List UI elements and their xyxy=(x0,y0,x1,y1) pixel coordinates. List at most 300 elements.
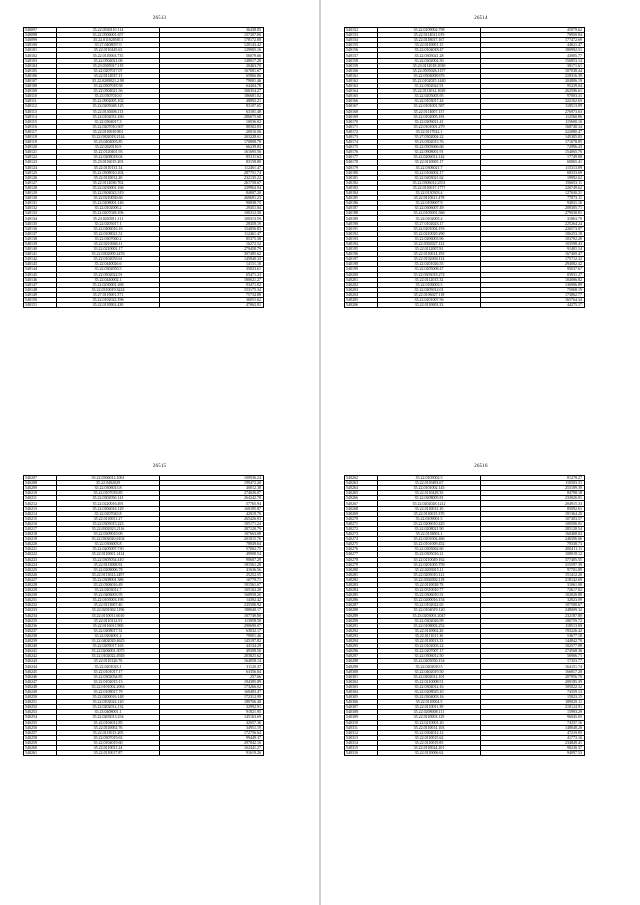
row-id-cell: 540190 xyxy=(345,221,378,226)
code-cell: 35.22.0101001.279 xyxy=(378,124,481,129)
value-cell: 115313.09 xyxy=(481,165,585,170)
row-id-cell: 540229 xyxy=(24,588,57,593)
row-id-cell: 540123 xyxy=(24,160,57,165)
code-cell: 35.22.0309010.09 xyxy=(57,532,160,537)
value-cell: 60065.41 xyxy=(481,160,585,165)
value-cell: 107663.08 xyxy=(160,532,264,537)
row-id-cell: 540144 xyxy=(24,267,57,272)
row-id-cell: 540298 xyxy=(345,659,378,664)
code-cell: 35.22.0202010.5 xyxy=(378,664,481,669)
value-cell: 156653.11 xyxy=(481,180,585,185)
value-cell: 106759.72 xyxy=(481,618,585,623)
row-id-cell: 540170 xyxy=(345,119,378,124)
value-cell: 49308.56 xyxy=(160,649,264,654)
value-cell: 103702.28 xyxy=(481,236,585,241)
code-cell: 35.22.0305021.28 xyxy=(378,53,481,58)
value-cell: 287751.74 xyxy=(160,170,264,175)
row-id-cell: 540129 xyxy=(24,191,57,196)
value-cell: 189029.11 xyxy=(481,700,585,705)
code-cell: 35.22.0504021.56 xyxy=(57,89,160,94)
code-cell: 35.22.0208017.31 xyxy=(57,628,160,633)
value-cell: 94031.16 xyxy=(481,201,585,206)
code-cell: 35.23.0307010.0 xyxy=(57,94,160,99)
row-id-cell: 540098 xyxy=(24,33,57,38)
value-cell: 47219.05 xyxy=(481,730,585,735)
code-cell: 35.22.0102033.61 xyxy=(57,257,160,262)
code-cell: 35.22.0207043.8 xyxy=(57,511,160,516)
row-id-cell: 540187 xyxy=(345,206,378,211)
code-cell: 35.22.0310010.77 xyxy=(378,588,481,593)
code-cell: 35.22.0120401.93 xyxy=(57,150,160,155)
row-id-cell: 540145 xyxy=(24,272,57,277)
value-cell: 96045.05 xyxy=(481,715,585,720)
code-cell: 35.22.0302026.99 xyxy=(378,618,481,623)
row-id-cell: 540241 xyxy=(24,649,57,654)
value-cell: 248009.32 xyxy=(481,608,585,613)
row-id-cell: 540201 xyxy=(345,277,378,282)
row-id-cell: 540104 xyxy=(24,63,57,68)
code-cell: 35.22.0406016.16 xyxy=(57,226,160,231)
row-id-cell: 540143 xyxy=(24,262,57,267)
value-cell: 77073.11 xyxy=(481,196,585,201)
value-cell: 145305.83 xyxy=(481,134,585,139)
code-cell: 35.22.0102025.1440 xyxy=(378,78,481,83)
code-cell: 35.22.0102022.65 xyxy=(378,603,481,608)
row-id-cell: 540304 xyxy=(345,689,378,694)
row-id-cell: 540237 xyxy=(24,628,57,633)
value-cell: 93471.02 xyxy=(160,282,264,287)
value-cell: 162441.27 xyxy=(160,745,264,750)
row-id-cell: 540165 xyxy=(345,94,378,99)
value-cell: 100312.58 xyxy=(160,211,264,216)
code-cell: 35.22.0220016.491 xyxy=(57,501,160,506)
value-cell: 47062.81 xyxy=(160,303,264,308)
code-cell: 35.23.0203011.111 xyxy=(57,216,160,221)
code-cell: 35.22.0102022.196 xyxy=(57,297,160,302)
value-cell: 315597.39 xyxy=(481,562,585,567)
row-id-cell: 540102 xyxy=(24,53,57,58)
code-cell: 35.22.0302027.112 xyxy=(378,241,481,246)
row-id-cell: 540303 xyxy=(345,684,378,689)
code-cell: 35.22.0110011.39 xyxy=(378,705,481,710)
code-cell: 35.22.0114007.137 xyxy=(378,109,481,114)
row-id-cell: 540109 xyxy=(24,89,57,94)
code-cell: 35.22.0202028.1212 xyxy=(378,501,481,506)
row-id-cell: 540306 xyxy=(345,700,378,705)
row-id-cell: 540205 xyxy=(345,297,378,302)
value-cell: 72996.43 xyxy=(481,145,585,150)
value-cell: 194385.89 xyxy=(160,679,264,684)
code-cell: 35.22.0102015.13 xyxy=(57,679,160,684)
row-id-cell: 540262 xyxy=(345,476,378,481)
row-id-cell: 540254 xyxy=(24,715,57,720)
row-id-cell: 540115 xyxy=(24,119,57,124)
value-cell: 75068.19 xyxy=(481,287,585,292)
code-cell: 35.22.0108002.252 xyxy=(378,623,481,628)
value-cell: 232187.80 xyxy=(481,613,585,618)
value-cell: 307485.62 xyxy=(160,252,264,257)
code-cell: 35.22.0206012.142 xyxy=(378,155,481,160)
code-cell: 35.22.0110001.15 xyxy=(378,43,481,48)
value-cell: 204915.33 xyxy=(481,501,585,506)
row-id-cell: 540307 xyxy=(345,705,378,710)
value-cell: 65866.86 xyxy=(160,73,264,78)
value-cell: 166354.27 xyxy=(160,89,264,94)
code-cell: 35.22.0110024.201 xyxy=(378,745,481,750)
code-cell: 35.22.0306012.2551 xyxy=(378,180,481,185)
row-id-cell: 540287 xyxy=(345,603,378,608)
code-cell: 35.22.0104018.47 xyxy=(378,48,481,53)
row-id-cell: 540224 xyxy=(24,562,57,567)
code-cell: 35.22.0208021.90 xyxy=(378,526,481,531)
value-cell: 40012.38 xyxy=(160,486,264,491)
value-cell: 129905.16 xyxy=(160,48,264,53)
code-cell: 35.22.0304023.319 xyxy=(57,191,160,196)
row-id-cell: 540193 xyxy=(345,236,378,241)
row-id-cell: 540279 xyxy=(345,562,378,567)
row-id-cell: 540121 xyxy=(24,150,57,155)
row-id-cell: 540251 xyxy=(24,700,57,705)
value-cell: 160185.87 xyxy=(160,506,264,511)
code-cell: 35.22.0205017.165 xyxy=(57,644,160,649)
code-cell: 35.22.0420116.9 xyxy=(57,145,160,150)
row-id-cell: 540135 xyxy=(24,221,57,226)
row-id-cell: 540211 xyxy=(24,496,57,501)
value-cell: 180021.27 xyxy=(160,277,264,282)
code-cell: 35.22.0113012.1029 xyxy=(378,89,481,94)
code-cell: 35.22.0306012.50 xyxy=(378,654,481,659)
code-cell: 35.22.0118003.1 xyxy=(378,532,481,537)
code-cell: 35.22.0305054.410 xyxy=(57,557,160,562)
code-cell: 35.22.0304012.12 xyxy=(378,730,481,735)
code-cell: 35.22.0110483.67 xyxy=(378,481,481,486)
value-cell: 15993.29 xyxy=(481,710,585,715)
value-cell: 118513.09 xyxy=(481,623,585,628)
row-id-cell: 540286 xyxy=(345,598,378,603)
row-id-cell: 540293 xyxy=(345,633,378,638)
value-cell: 57765.94 xyxy=(160,501,264,506)
code-cell: 35.22.0208001.146 xyxy=(57,201,160,206)
value-cell: 218316.39 xyxy=(481,73,585,78)
value-cell: 285120.54 xyxy=(481,526,585,531)
code-cell: 35.22.0110429.35 xyxy=(378,491,481,496)
value-cell: 10036.02 xyxy=(160,119,264,124)
row-id-cell: 540220 xyxy=(24,542,57,547)
row-id-cell: 540140 xyxy=(24,247,57,252)
code-cell: 35.22.0108021.51 xyxy=(57,231,160,236)
value-cell: 103598.43 xyxy=(481,241,585,246)
row-id-cell: 540133 xyxy=(24,211,57,216)
value-cell: 157207.06 xyxy=(160,33,264,38)
code-cell: 35.22.0102005.2 xyxy=(378,216,481,221)
value-cell: 14151.10 xyxy=(160,262,264,267)
table-row xyxy=(24,303,264,308)
code-cell: 35.22.0102022.4926 xyxy=(57,654,160,659)
value-cell: 36051.62 xyxy=(160,297,264,302)
row-id-cell: 540216 xyxy=(24,521,57,526)
value-cell: 74337.16 xyxy=(481,720,585,725)
row-id-cell: 540277 xyxy=(345,552,378,557)
row-id-cell: 540240 xyxy=(24,644,57,649)
value-cell: 41773.16 xyxy=(481,735,585,740)
row-id-cell: 540260 xyxy=(24,745,57,750)
code-cell: 35.22.0110028.78 xyxy=(378,582,481,587)
code-cell: 35.22.0302023.2116 xyxy=(57,526,160,531)
row-id-cell: 540283 xyxy=(345,582,378,587)
code-cell: 35.22.0508010.204 xyxy=(57,170,160,175)
code-cell: 35.22.0440002.1 xyxy=(57,277,160,282)
row-id-cell: 540103 xyxy=(24,58,57,63)
row-id-cell: 540171 xyxy=(345,124,378,129)
code-cell: 35.22.0206003.96 xyxy=(378,236,481,241)
row-id-cell: 540227 xyxy=(24,577,57,582)
row-id-cell: 540212 xyxy=(24,501,57,506)
code-cell: 35.22.0302009.2476 xyxy=(57,252,160,257)
row-id-cell: 540130 xyxy=(24,196,57,201)
value-cell: 173862.77 xyxy=(481,292,585,297)
value-cell: 207956.70 xyxy=(481,674,585,679)
row-id-cell: 540301 xyxy=(345,674,378,679)
value-cell: 68333.69 xyxy=(481,170,585,175)
row-id-cell: 540141 xyxy=(24,252,57,257)
code-cell: 35.22.0209021.2.90 xyxy=(57,78,160,83)
value-cell: 31061.08 xyxy=(481,582,585,587)
value-cell: 168748.34 xyxy=(481,124,585,129)
row-id-cell: 540264 xyxy=(345,486,378,491)
row-id-cell: 540174 xyxy=(345,140,378,145)
row-id-cell: 540126 xyxy=(24,175,57,180)
row-id-cell: 540314 xyxy=(345,740,378,745)
code-cell: 35.23.0408001.1 xyxy=(57,710,160,715)
code-cell: 35.22.0505066.66 xyxy=(378,145,481,150)
row-id-cell: 540142 xyxy=(24,257,57,262)
row-id-cell: 540257 xyxy=(24,730,57,735)
row-id-cell: 540116 xyxy=(24,124,57,129)
row-id-cell: 540175 xyxy=(345,145,378,150)
code-cell: 35.22.0202012.101 xyxy=(378,674,481,679)
value-cell: 108018.12 xyxy=(481,552,585,557)
value-cell: 234849.41 xyxy=(481,740,585,745)
code-cell: 35.22.0110013.10 xyxy=(378,506,481,511)
row-id-cell: 540152 xyxy=(345,28,378,33)
value-cell: 191561.67 xyxy=(160,582,264,587)
code-cell: 35.22.0110005.17 xyxy=(378,160,481,165)
value-cell: 173266.02 xyxy=(160,684,264,689)
row-id-cell: 540161 xyxy=(345,73,378,78)
value-cell: 201015.76 xyxy=(160,537,264,542)
row-id-cell: 540231 xyxy=(24,598,57,603)
value-cell: 90838.75 xyxy=(160,201,264,206)
data-table xyxy=(344,475,585,756)
row-id-cell: 540100 xyxy=(24,43,57,48)
row-id-cell: 540207 xyxy=(24,476,57,481)
code-cell: 35.22.0107018.85 xyxy=(57,491,160,496)
code-cell: 35.22.0101017.17 xyxy=(57,669,160,674)
row-id-cell: 540271 xyxy=(345,521,378,526)
value-cell: 274568.36 xyxy=(481,649,585,654)
value-cell: 106253.18 xyxy=(481,231,585,236)
value-cell: 85375.38 xyxy=(160,236,264,241)
value-cell: 104086.82 xyxy=(481,277,585,282)
code-cell: 35.22.0205010.121 xyxy=(378,572,481,577)
value-cell: 172312.99 xyxy=(160,695,264,700)
value-cell: 165764.34 xyxy=(481,297,585,302)
row-id-cell: 540119 xyxy=(24,140,57,145)
code-cell: 35.22.0902005.102 xyxy=(57,99,160,104)
row-id-cell: 540173 xyxy=(345,134,378,139)
value-cell: 160468.03 xyxy=(481,532,585,537)
row-id-cell: 540280 xyxy=(345,567,378,572)
code-cell: 35.22.0200016.148 xyxy=(57,695,160,700)
value-cell: 274026.07 xyxy=(160,491,264,496)
value-cell: 178172.08 xyxy=(160,38,264,43)
code-cell: 35.22.0102006.2 xyxy=(57,206,160,211)
value-cell: 203825.62 xyxy=(160,654,264,659)
row-id-cell: 540273 xyxy=(345,532,378,537)
value-cell: 279038.81 xyxy=(481,211,585,216)
value-cell: 32992.91 xyxy=(160,705,264,710)
code-cell: 35.22.0308001.386 xyxy=(57,577,160,582)
code-cell: 35.22.0302034.85 xyxy=(57,674,160,679)
code-cell: 35.22.0302002.50 xyxy=(378,58,481,63)
code-cell: 35.27.0102023.17 xyxy=(378,221,481,226)
value-cell: 226749.62 xyxy=(481,185,585,190)
code-cell: 35.22.0440026.6 xyxy=(57,262,160,267)
row-id-cell: 540203 xyxy=(345,287,378,292)
code-cell: 35.22.0101001.587 xyxy=(378,104,481,109)
code-cell: 35.27.0408057.0 xyxy=(57,43,160,48)
value-cell: 25252.55 xyxy=(160,572,264,577)
code-cell: 35.22.0306007.49 xyxy=(378,206,481,211)
value-cell: 154056.83 xyxy=(160,226,264,231)
row-id-cell: 540153 xyxy=(345,33,378,38)
code-cell: 35.22.0210029.290 xyxy=(378,231,481,236)
row-id-cell: 540198 xyxy=(345,262,378,267)
code-cell: 35.22.0230001.166 xyxy=(57,185,160,190)
value-cell: 84007.20 xyxy=(160,191,264,196)
value-cell: 181561.28 xyxy=(160,562,264,567)
value-cell: 20463.70 xyxy=(160,63,264,68)
value-cell: 45979.62 xyxy=(481,28,585,33)
value-cell: 193226.42 xyxy=(481,628,585,633)
value-cell: 165102.28 xyxy=(160,588,264,593)
row-id-cell: 540267 xyxy=(345,501,378,506)
code-cell: 35.22.0205008.47 xyxy=(378,267,481,272)
value-cell: 91821.95 xyxy=(160,710,264,715)
value-cell: 88302.83 xyxy=(160,124,264,129)
row-id-cell: 540284 xyxy=(345,588,378,593)
row-id-cell: 540258 xyxy=(24,735,57,740)
code-cell: 35.22.0209021.41 xyxy=(378,119,481,124)
code-cell: 35.22.0106002.17 xyxy=(378,170,481,175)
code-cell: 35.22.0110131.14 xyxy=(57,165,160,170)
code-cell: 35.22.0205012.01 xyxy=(378,287,481,292)
code-cell: 35.23.0203001.2047 xyxy=(378,613,481,618)
row-id-cell: 540101 xyxy=(24,48,57,53)
code-cell: 35.22.0208008.111 xyxy=(378,710,481,715)
row-id-cell: 540290 xyxy=(345,618,378,623)
code-cell: 35.22.0202012.132 xyxy=(57,705,160,710)
row-id-cell: 540155 xyxy=(345,43,378,48)
code-cell: 35.22.0110611.478 xyxy=(378,196,481,201)
row-id-cell: 540235 xyxy=(24,618,57,623)
value-cell: 164151.74 xyxy=(481,664,585,669)
value-cell: 41636.56 xyxy=(160,567,264,572)
code-cell: 35.22.0306021.7 xyxy=(378,165,481,170)
value-cell: 99449.37 xyxy=(160,735,264,740)
code-cell: 35.22.0204001.2 xyxy=(57,633,160,638)
row-id-cell: 540118 xyxy=(24,134,57,139)
value-cell: 53677.18 xyxy=(481,633,585,638)
table-row xyxy=(24,751,264,756)
row-id-cell: 540297 xyxy=(345,654,378,659)
value-cell: 191364.20 xyxy=(481,511,585,516)
row-id-cell: 540105 xyxy=(24,68,57,73)
row-id-cell: 540113 xyxy=(24,109,57,114)
value-cell: 15023.15 xyxy=(481,695,585,700)
value-cell: 16779.71 xyxy=(160,577,264,582)
value-cell: 81278.27 xyxy=(481,476,585,481)
code-cell: 35.22.0402029.4625 xyxy=(57,639,160,644)
row-id-cell: 540285 xyxy=(345,593,378,598)
value-cell: 78338.73 xyxy=(481,542,585,547)
code-cell: 35.22.0306003.8 xyxy=(57,542,160,547)
row-id-cell: 540278 xyxy=(345,557,378,562)
value-cell: 170808.78 xyxy=(160,140,264,145)
row-id-cell: 540097 xyxy=(24,28,57,33)
code-cell: 35.22.0507018.58 xyxy=(57,84,160,89)
row-id-cell: 540238 xyxy=(24,633,57,638)
value-cell: 261758.67 xyxy=(160,180,264,185)
row-id-cell: 540225 xyxy=(24,567,57,572)
row-id-cell: 540209 xyxy=(24,486,57,491)
row-id-cell: 540169 xyxy=(345,114,378,119)
code-cell: 35.22.0106003.5 xyxy=(378,282,481,287)
value-cell: 164058.14 xyxy=(160,659,264,664)
code-cell: 35.22.0110003.735 xyxy=(57,53,160,58)
value-cell: 112461.47 xyxy=(160,165,264,170)
value-cell: 120143.42 xyxy=(160,43,264,48)
code-cell: 35.22.0201004.466 xyxy=(378,537,481,542)
value-cell: 260691.23 xyxy=(160,196,264,201)
row-id-cell: 540255 xyxy=(24,720,57,725)
code-cell: 35.22.0208025.10 xyxy=(378,689,481,694)
row-id-cell: 540246 xyxy=(24,674,57,679)
table-row xyxy=(345,751,585,756)
row-id-cell: 540217 xyxy=(24,526,57,531)
row-id-cell: 540310 xyxy=(345,720,378,725)
row-id-cell: 540214 xyxy=(24,511,57,516)
code-cell: 35.22.0203015.11 xyxy=(378,567,481,572)
row-id-cell: 540311 xyxy=(345,725,378,730)
row-id-cell: 540200 xyxy=(345,272,378,277)
value-cell: 107749.80 xyxy=(160,613,264,618)
row-id-cell: 540192 xyxy=(345,231,378,236)
code-cell: 35.23.0404003.85 xyxy=(57,140,160,145)
value-cell: 83107.65 xyxy=(160,104,264,109)
code-cell: 35.22.0113007.40 xyxy=(57,603,160,608)
row-id-cell: 540122 xyxy=(24,155,57,160)
row-id-cell: 540233 xyxy=(24,608,57,613)
value-cell: 44134.29 xyxy=(160,644,264,649)
value-cell: 200411.11 xyxy=(481,547,585,552)
code-cell: 35.22.0540110 114 xyxy=(57,28,160,33)
row-id-cell: 540202 xyxy=(345,282,378,287)
code-cell: 35.22.0112015.32 xyxy=(378,277,481,282)
code-cell: 35.22.0210030.60 xyxy=(57,196,160,201)
code-cell: 35.22.0110205013 xyxy=(57,38,160,43)
code-cell: 35.22.0310019.3224 xyxy=(57,287,160,292)
